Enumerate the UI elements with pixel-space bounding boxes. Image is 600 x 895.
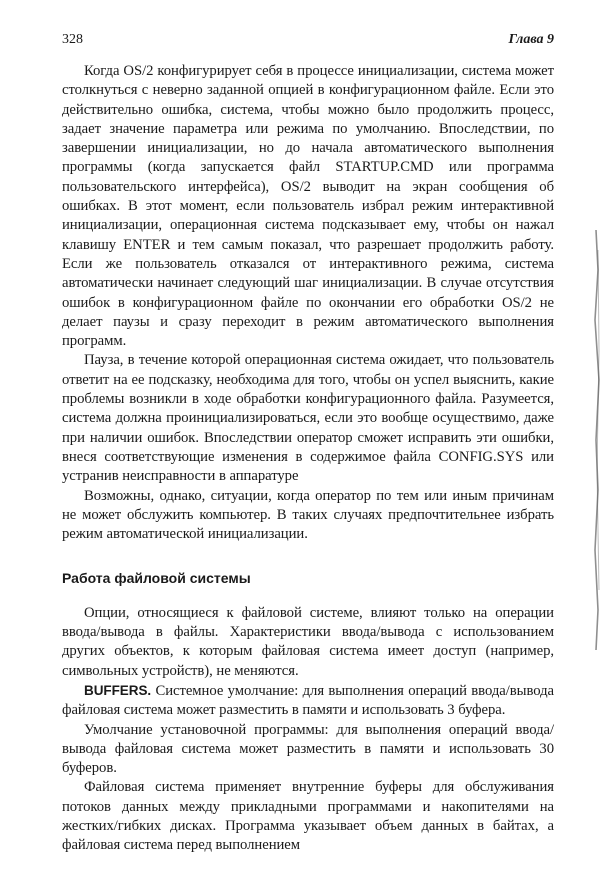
paragraph: Умолчание установочной программы: для выполнения операций ввода/вывода файловая система может разместить в памяти и использовать 30 буферов. xyxy=(62,721,554,777)
chapter-label: Глава 9 xyxy=(508,32,554,47)
paragraph: Пауза, в течение которой операционная система ожидает, что пользователь ответит на ее подсказку, необходима для того, чтобы он успел выяснить, какие проблемы возникли в ходе обработки конфигурационного файла. Разумеется, система должна проинициализироваться, если это вообще осуществимо, даже при наличии ошибок. Впоследствии оператор сможет исправить эти ошибки, внеся соответствующие изменения в содержимое файла CONFIG.SYS или устранив неисправности в аппаратуре xyxy=(62,352,554,485)
scan-edge-shadow xyxy=(590,230,600,650)
buffers-term: BUFFERS. xyxy=(84,682,152,698)
paragraph: Файловая система применяет внутренние буферы для обслуживания потоков данных между прикладными программами и накопителями на жестких/гибких дисках. Программа указывает объем данных в байтах, а файловая система перед выполнением xyxy=(62,779,554,854)
section-heading: Работа файловой системы xyxy=(62,570,251,587)
page-header xyxy=(62,32,554,52)
paragraph: Возможны, однако, ситуации, когда оператор по тем или иным причинам не может обслужить компьютер. В таких случаях предпочтительнее избрать режим автоматической инициализации. xyxy=(62,487,554,543)
buffers-text: Системное умолчание: для выполнения операций ввода/вывода файловая система может разместить в памяти и использовать 3 буфера. xyxy=(62,682,554,719)
paragraph: Когда OS/2 конфигурирует себя в процессе инициализации, система может столкнуться с неверно заданной опцией в конфигурационном файле. Если это действительно ошибка, система, чтобы можно было продолжить процесс, задает значение параметра или режима по умолчанию. Впоследствии, по завершении инициализации, но до начала автоматического выполнения программы (когда запускается файл STARTUP.CMD или программа пользовательского интерфейса), OS/2 выводит на экран сообщения об ошибках. В этот момент, если пользователь избрал режим интерактивной инициализации, операционная система подсказывает ему, чтобы он нажал клавишу ENTER и тем самым показал, что разрешает продолжить работу. Если же пользователь отказался от интерактивного режима, система автоматически начинает следующий шаг инициализации. В случае отсутствия ошибок в конфигурационном файле по окончании его обработки OS/2 не делает паузы и сразу переходит в режим автоматического выполнения программ. xyxy=(62,63,554,350)
buffers-paragraph xyxy=(62,681,554,721)
page-number: 328 xyxy=(62,32,83,47)
paragraph: Опции, относящиеся к файловой системе, влияют только на операции ввода/вывода в файлы. Характеристики ввода/вывода с использованием других объектов, к которым файловая система имеет доступ (например, символьных устройств), не меняются. xyxy=(62,604,554,679)
page-body xyxy=(62,62,554,856)
